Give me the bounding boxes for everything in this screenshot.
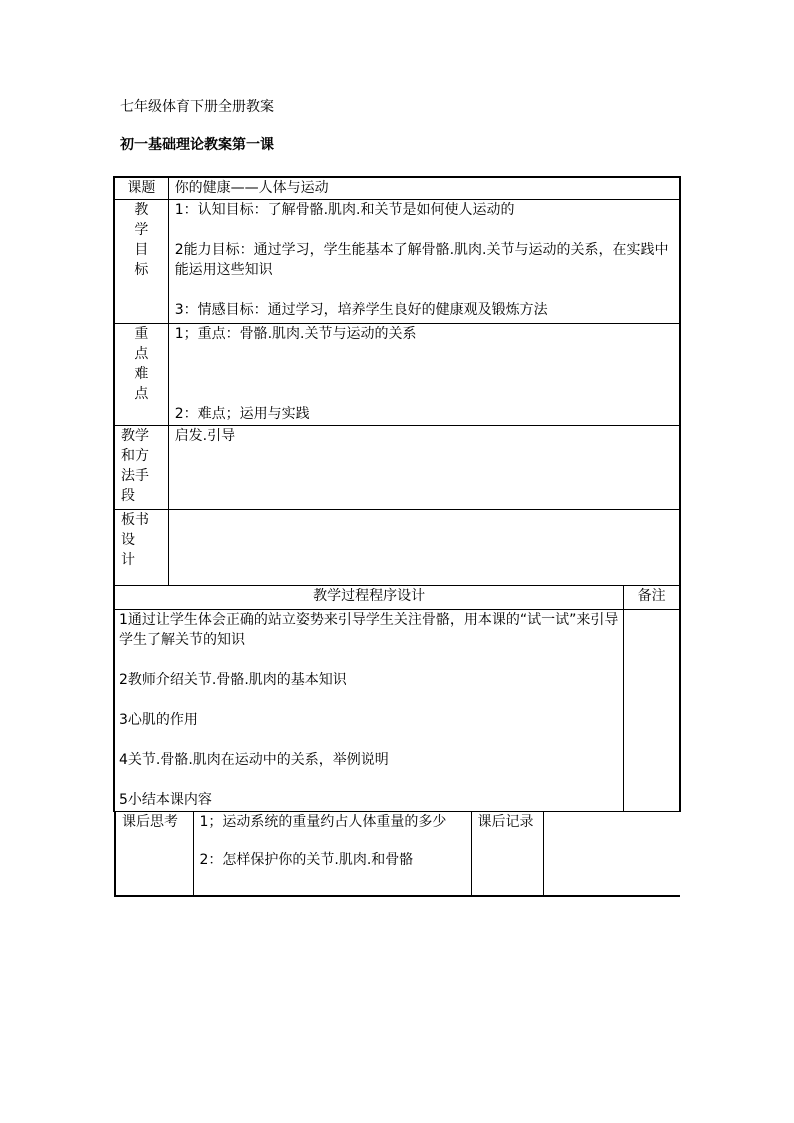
process-step: 5小结本课内容 [119, 791, 212, 808]
process-step: 1通过让学生体会正确的站立姿势来引导学生关注骨骼，用本课的“试一试”来引导学生了解关节的知识 [119, 611, 619, 648]
topic-label: 课题 [114, 177, 168, 199]
process-content [114, 609, 624, 811]
goal-cognitive: 1：认知目标：了解骨骼.肌肉.和关节是如何使人运动的 [174, 201, 515, 218]
key-points-content [168, 323, 680, 425]
reflection-content [193, 812, 471, 896]
reflection-label: 课后思考 [115, 812, 193, 896]
process-header: 教学过程程序设计 [114, 585, 624, 609]
remarks-content [624, 609, 680, 811]
process-step: 4关节.骨骼.肌肉在运动中的关系，举例说明 [119, 751, 389, 768]
goals-label: 教 学 目 标 [114, 199, 168, 323]
lesson-title: 初一基础理论教案第一课 [120, 137, 274, 153]
key-points-label: 重 点 难 点 [114, 323, 168, 425]
goal-emotional: 3：情感目标：通过学习，培养学生良好的健康观及锻炼方法 [174, 301, 548, 318]
reflection-question: 2：怎样保护你的关节.肌肉.和骨骼 [199, 851, 414, 868]
record-value [543, 812, 680, 896]
record-label: 课后记录 [471, 812, 543, 896]
reflection-question: 1；运动系统的重量约占人体重量的多少 [199, 813, 447, 830]
remarks-header: 备注 [624, 585, 680, 609]
goals-content [168, 199, 680, 323]
goal-ability: 2能力目标：通过学习，学生能基本了解骨骼.肌肉.关节与运动的关系，在实践中能运用这些知识 [174, 241, 669, 278]
process-step: 2教师介绍关节.骨骼.肌肉的基本知识 [119, 671, 347, 688]
document-title: 七年级体育下册全册教案 [120, 99, 274, 115]
method-value: 启发.引导 [168, 425, 680, 509]
key-point: 1；重点：骨骼.肌肉.关节与运动的关系 [174, 325, 417, 342]
process-step: 3心肌的作用 [119, 711, 198, 728]
board-design-value [168, 509, 680, 585]
reflection-row [114, 811, 680, 897]
method-label: 教学 和方 法手 段 [114, 425, 168, 509]
lesson-plan-table [113, 176, 681, 897]
board-design-label: 板书 设 计 [114, 509, 168, 585]
difficult-point: 2：难点；运用与实践 [174, 405, 310, 422]
topic-value: 你的健康——人体与运动 [168, 177, 680, 199]
